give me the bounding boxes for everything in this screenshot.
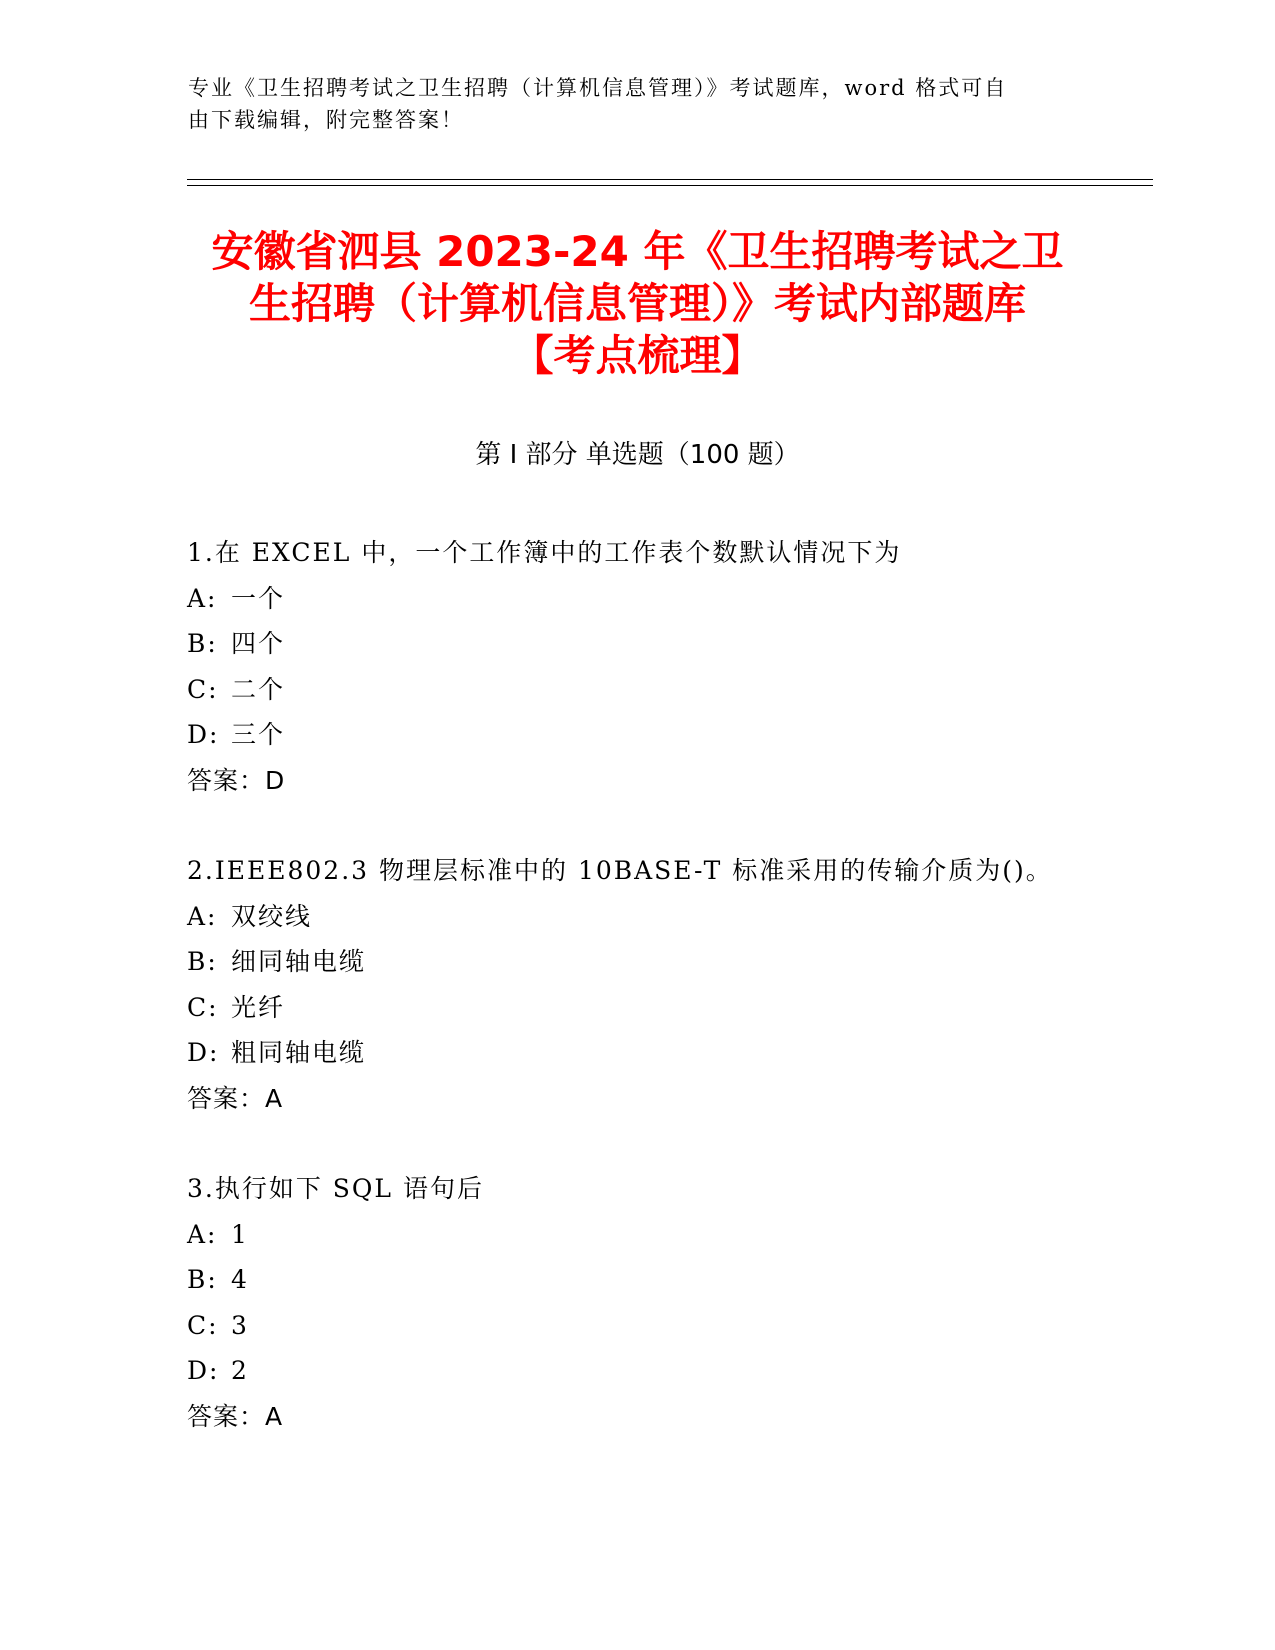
- header-divider-bottom: [187, 185, 1153, 186]
- header-note-line-1: 专业《卫生招聘考试之卫生招聘（计算机信息管理）》考试题库，word 格式可自: [188, 76, 1008, 100]
- question-3: [187, 1166, 1137, 1439]
- option-d: [187, 712, 1137, 758]
- option-a: [187, 1212, 1137, 1258]
- option-text: 一个: [231, 583, 286, 613]
- option-letter: C:: [187, 674, 219, 704]
- option-text: 3: [231, 1310, 249, 1340]
- option-text: 1: [231, 1219, 249, 1249]
- option-text: 二个: [231, 674, 286, 704]
- option-text: 细同轴电缆: [231, 947, 367, 976]
- answer-line: 答案：A: [187, 1083, 284, 1113]
- option-letter: A:: [187, 1219, 218, 1249]
- question-1: [187, 530, 1137, 803]
- option-letter: C:: [187, 992, 219, 1022]
- option-letter: B:: [187, 629, 218, 658]
- answer-line: 答案：A: [187, 1401, 284, 1431]
- option-a: [187, 576, 1137, 622]
- option-text: 双绞线: [231, 901, 313, 931]
- answer-line: 答案：D: [187, 765, 286, 795]
- option-text: 4: [231, 1265, 249, 1294]
- document-title-line-3: 【考点梳理】: [511, 331, 764, 380]
- document-title-line-2: 生招聘（计算机信息管理）》考试内部题库: [248, 279, 1026, 328]
- option-d: [187, 1030, 1137, 1076]
- option-b: [187, 621, 1137, 667]
- option-letter: B:: [187, 947, 218, 976]
- option-letter: D:: [187, 1356, 220, 1385]
- option-c: [187, 667, 1137, 713]
- question-text: 3.执行如下 SQL 语句后: [187, 1174, 484, 1203]
- option-letter: C:: [187, 1310, 219, 1340]
- section-heading: 第 I 部分 单选题（100 题）: [475, 440, 800, 470]
- option-c: [187, 1303, 1137, 1349]
- option-letter: A:: [187, 583, 218, 613]
- option-letter: D:: [187, 720, 220, 749]
- header-divider-top: [187, 179, 1153, 180]
- question-text: 2.IEEE802.3 物理层标准中的 10BASE-T 标准采用的传输介质为()。: [187, 856, 1053, 885]
- option-text: 2: [231, 1356, 249, 1385]
- question-2: [187, 848, 1137, 1121]
- question-text: 1.在 EXCEL 中，一个工作簿中的工作表个数默认情况下为: [187, 538, 902, 567]
- document-title: [150, 226, 1125, 382]
- header-note-line-2: 由下载编辑，附完整答案！: [188, 108, 464, 132]
- option-letter: D:: [187, 1038, 220, 1067]
- option-c: [187, 985, 1137, 1031]
- header-note: [188, 72, 1088, 136]
- option-text: 粗同轴电缆: [231, 1038, 367, 1067]
- document-title-line-1: 安徽省泗县 2023-24 年《卫生招聘考试之卫: [211, 227, 1064, 276]
- option-text: 四个: [231, 629, 286, 658]
- option-b: [187, 939, 1137, 985]
- option-d: [187, 1348, 1137, 1394]
- option-letter: B:: [187, 1265, 218, 1294]
- option-text: 三个: [231, 720, 286, 749]
- option-text: 光纤: [231, 992, 286, 1022]
- option-letter: A:: [187, 901, 218, 931]
- option-a: [187, 894, 1137, 940]
- option-b: [187, 1257, 1137, 1303]
